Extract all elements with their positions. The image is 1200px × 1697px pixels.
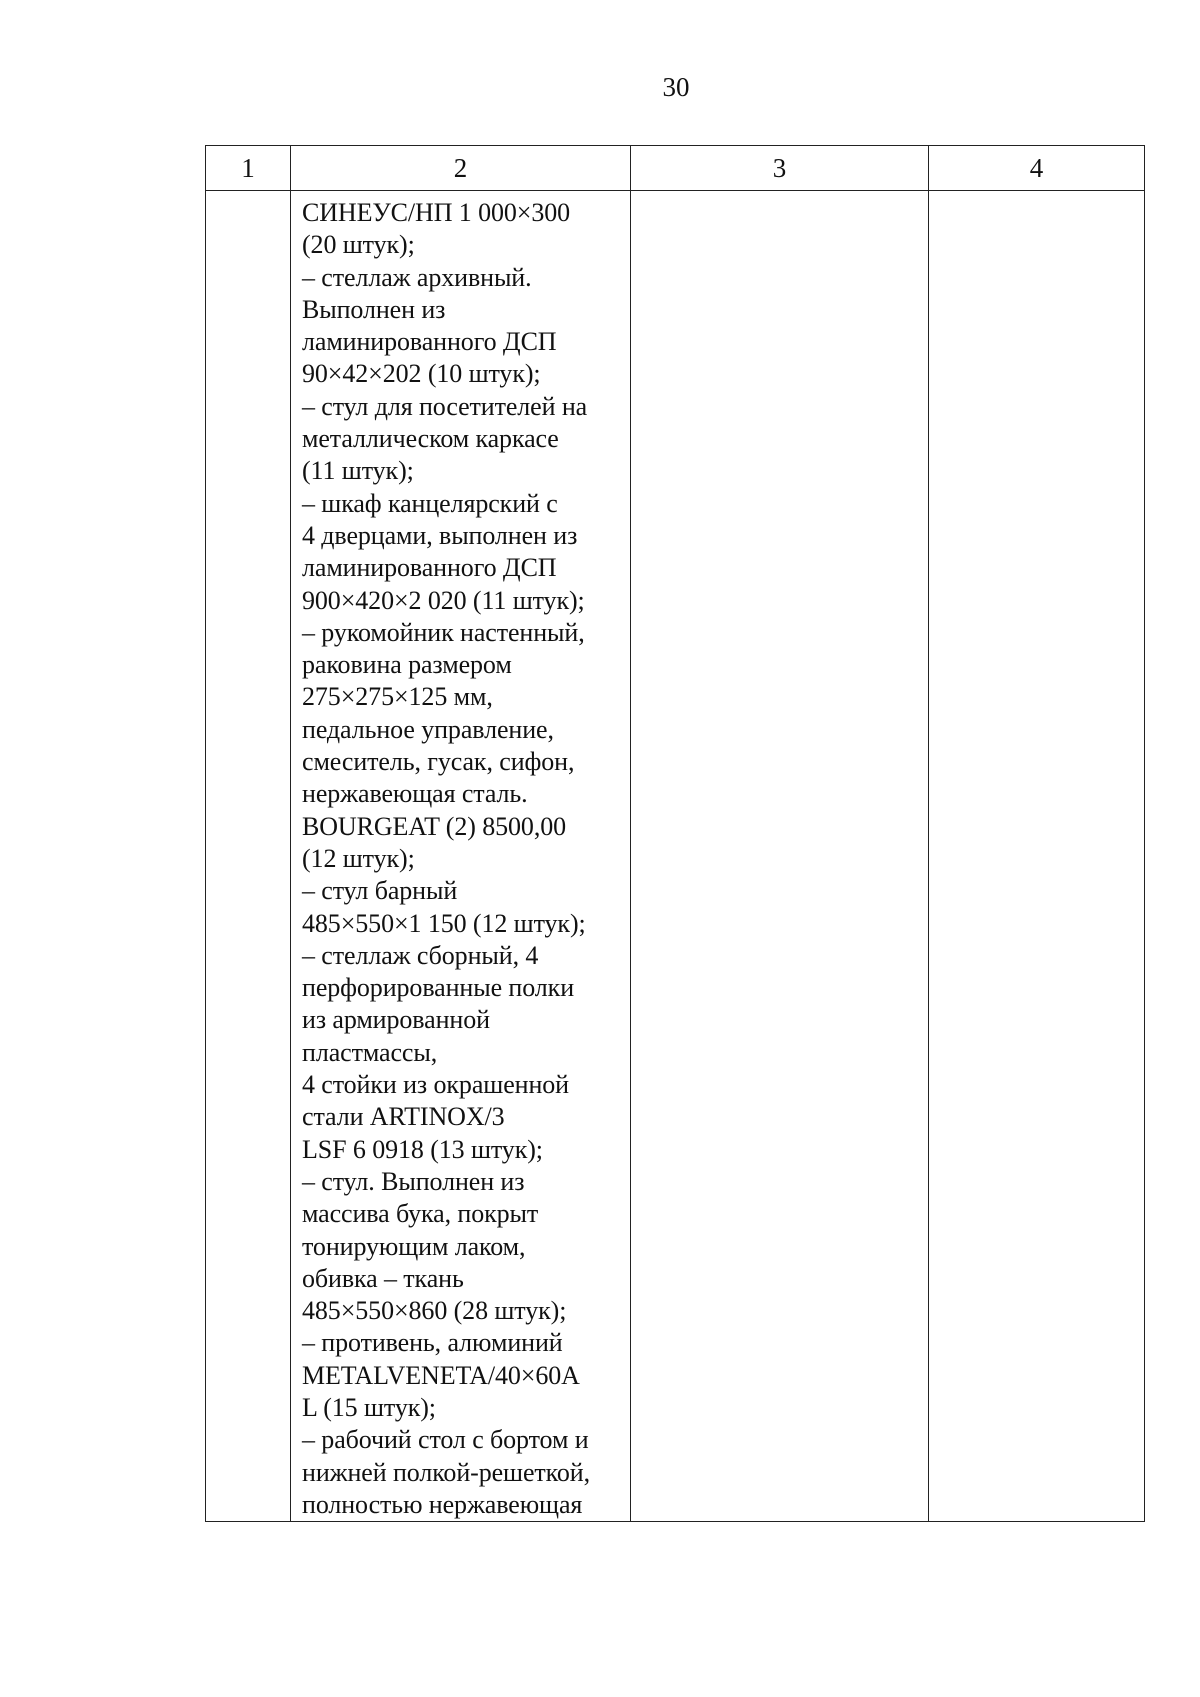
cell-col2: [291, 191, 631, 1522]
column-header-4: 4: [929, 146, 1145, 191]
cell-col1: [206, 191, 291, 1522]
column-header-1: 1: [206, 146, 291, 191]
table-header-row: [206, 146, 1145, 191]
table-row: [206, 191, 1145, 1522]
cell-col3: [631, 191, 929, 1522]
cell-col4-text: [929, 191, 1144, 197]
equipment-list-text: СИНЕУС/НП 1 000×300 (20 штук); – стеллаж архивный. Выполнен из ламинированного ДСП 90×42×202 (10 штук); – стул для посетителей на металлическом каркасе (11 штук); – шкаф канцелярский с 4 дверцами, выполнен из ламинированного ДСП 900×420×2 020 (11 штук); – рукомойник настенный, раковина размером 275×275×125 мм, педальное управление, смеситель, гусак, сифон, нержавеющая сталь. BOURGEAT (2) 8500,00 (12 штук); – стул барный 485×550×1 150 (12 штук); – стеллаж сборный, 4 перфорированные полки из армированной пластмассы, 4 стойки из окрашенной стали ARTINOX/3 LSF 6 0918 (13 штук); – стул. Выполнен из массива бука, покрыт тонирующим лаком, обивка – ткань 485×550×860 (28 штук); – противень, алюминий METALVENETA/40×60A L (15 штук); – рабочий стол с бортом и нижней полкой-решеткой, полностью нержавеющая: [302, 198, 590, 1519]
page-number: 30: [662, 72, 690, 102]
document-table: [205, 145, 1145, 1522]
cell-col3-text: [631, 191, 928, 197]
cell-col1-text: [206, 191, 290, 197]
cell-col4: [929, 191, 1145, 1522]
column-header-2: 2: [291, 146, 631, 191]
column-header-3: 3: [631, 146, 929, 191]
